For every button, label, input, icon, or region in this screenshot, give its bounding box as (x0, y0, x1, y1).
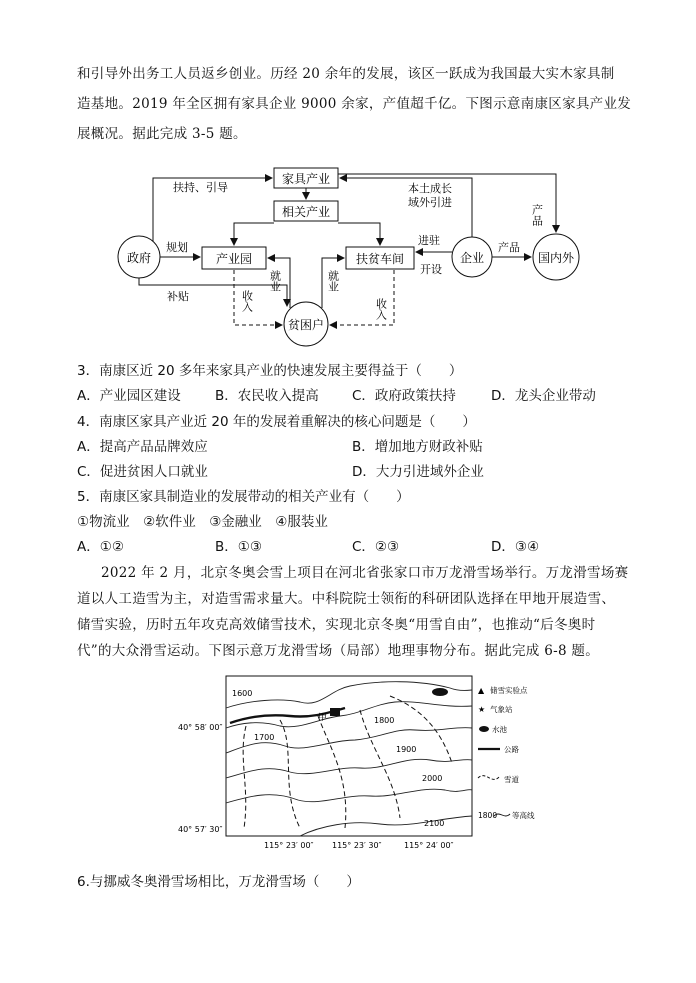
label-income1: 收入 (240, 290, 254, 312)
map-frame (226, 676, 472, 836)
q3-stem: 3．南康区近 20 多年来家具产业的快速发展主要得益于（ ） (77, 363, 463, 379)
legend-road: 公路 (504, 745, 519, 754)
legend-pond-icon (479, 726, 489, 732)
arrow-related-workshop (338, 223, 380, 245)
q6-stem: 6.与挪威冬奥滑雪场相比，万龙滑雪场（ ） (77, 874, 360, 890)
q3-option-a[interactable]: A．产业园区建设 (77, 388, 181, 404)
label-support: 扶持、引导 (173, 181, 228, 194)
label-plan: 规划 (166, 241, 188, 254)
q4-option-b[interactable]: B．增加地方财政补贴 (352, 439, 483, 455)
label-product-h: 产品 (498, 241, 520, 254)
legend-lab: 储雪实验点 (490, 686, 528, 695)
label-workshop: 扶贫车间 (355, 252, 405, 266)
lab-marker (330, 708, 340, 716)
q5-option-c[interactable]: C．②③ (352, 539, 400, 555)
legend-contour-value: 1800 (478, 811, 498, 820)
contour-label-1800: 1800 (374, 716, 395, 725)
label-furniture: 家具产业 (281, 172, 331, 186)
lon-3: 115° 24′ 00″ (404, 841, 454, 850)
intro-line-2: 造基地。2019 年全区拥有家具企业 9000 余家，产值超千亿。下图示意南康区家具产业发 (77, 96, 632, 112)
contour-label-1700: 1700 (254, 733, 275, 742)
lon-1: 115° 23′ 00″ (264, 841, 314, 850)
lat-bottom: 40° 57′ 30″ (178, 825, 223, 834)
intro2-line-3: 储雪实验，历时五年攻克高效储雪技术，实现北京冬奥“用雪自由”，也推动“后冬奥时 (77, 617, 596, 633)
arrow-gov-poor (139, 278, 287, 306)
intro2-line-2: 道以人工造雪为主，对造雪需求量大。中科院院士领衔的科研团队选择在甲地开展造雪、 (77, 591, 616, 607)
q3-option-b[interactable]: B．农民收入提高 (215, 388, 319, 404)
label-outside: 域外引进 (408, 196, 452, 209)
intro-line-1: 和引导外出务工人员返乡创业。历经 20 余年的发展，该区一跃成为我国最大实木家具制 (77, 66, 615, 82)
lat-top: 40° 58′ 00″ (178, 723, 223, 732)
contour-label-2000: 2000 (422, 774, 443, 783)
q5-option-b[interactable]: B．①③ (215, 539, 262, 555)
label-market: 国内外 (537, 251, 575, 265)
q5-option-d[interactable]: D．③④ (491, 539, 540, 555)
label-poor: 贫困户 (287, 318, 325, 332)
legend-lab-icon: ▲ (478, 686, 485, 695)
legend-trail: 雪道 (504, 775, 519, 784)
pond-marker (432, 688, 448, 696)
q3-option-d[interactable]: D．龙头企业带动 (491, 388, 596, 404)
q4-option-a[interactable]: A．提高产品品牌效应 (77, 439, 208, 455)
q3-option-c[interactable]: C．政府政策扶持 (352, 388, 456, 404)
contour-label-1600: 1600 (232, 689, 253, 698)
legend-station-icon: ★ (478, 705, 486, 714)
label-income2: 收入 (374, 298, 388, 320)
label-enterprise: 企业 (459, 251, 485, 265)
label-subsidy: 补贴 (167, 290, 189, 303)
q5-option-a[interactable]: A．①② (77, 539, 124, 555)
q4-option-d[interactable]: D．大力引进域外企业 (352, 464, 484, 480)
label-jobs2: 就业 (326, 270, 340, 292)
lon-2: 115° 23′ 30″ (332, 841, 382, 850)
label-local: 本土成长 (408, 182, 452, 195)
label-product-v: 产品 (530, 204, 544, 226)
q5-items: ①物流业 ②软件业 ③金融业 ④服装业 (77, 514, 328, 530)
label-park: 产业园 (215, 252, 253, 266)
contour-label-2100: 2100 (424, 819, 445, 828)
legend-station: 气象站 (490, 705, 513, 714)
legend-contour: 等高线 (512, 811, 535, 820)
legend-trail-icon (478, 776, 500, 780)
intro2-line-4: 代”的大众滑雪运动。下图示意万龙滑雪场（局部）地理事物分布。据此完成 6-8 题。 (77, 643, 600, 659)
q5-stem: 5．南康区家具制造业的发展带动的相关产业有（ ） (77, 489, 410, 505)
q4-option-c[interactable]: C．促进贫困人口就业 (77, 464, 208, 480)
q4-stem: 4．南康区家具产业近 20 年的发展着重解决的核心问题是（ ） (77, 414, 476, 430)
label-gov: 政府 (126, 251, 152, 265)
label-related: 相关产业 (281, 205, 331, 219)
intro-line-3: 展概况。据此完成 3-5 题。 (77, 126, 247, 142)
ski-resort-map (0, 668, 696, 868)
label-setup: 开设 (420, 263, 442, 276)
place-jia: 甲 (318, 713, 328, 723)
arrow-enterprise-furniture (340, 178, 472, 237)
industry-diagram (0, 160, 696, 360)
label-settle: 进驻 (418, 234, 440, 247)
contour-label-1900: 1900 (396, 745, 417, 754)
arrow-related-park (234, 223, 274, 245)
intro2-line-1: 2022 年 2 月，北京冬奥会雪上项目在河北省张家口市万龙滑雪场举行。万龙滑雪场赛 (101, 565, 629, 581)
legend-pond: 水池 (492, 725, 507, 734)
label-jobs1: 就业 (268, 270, 282, 292)
